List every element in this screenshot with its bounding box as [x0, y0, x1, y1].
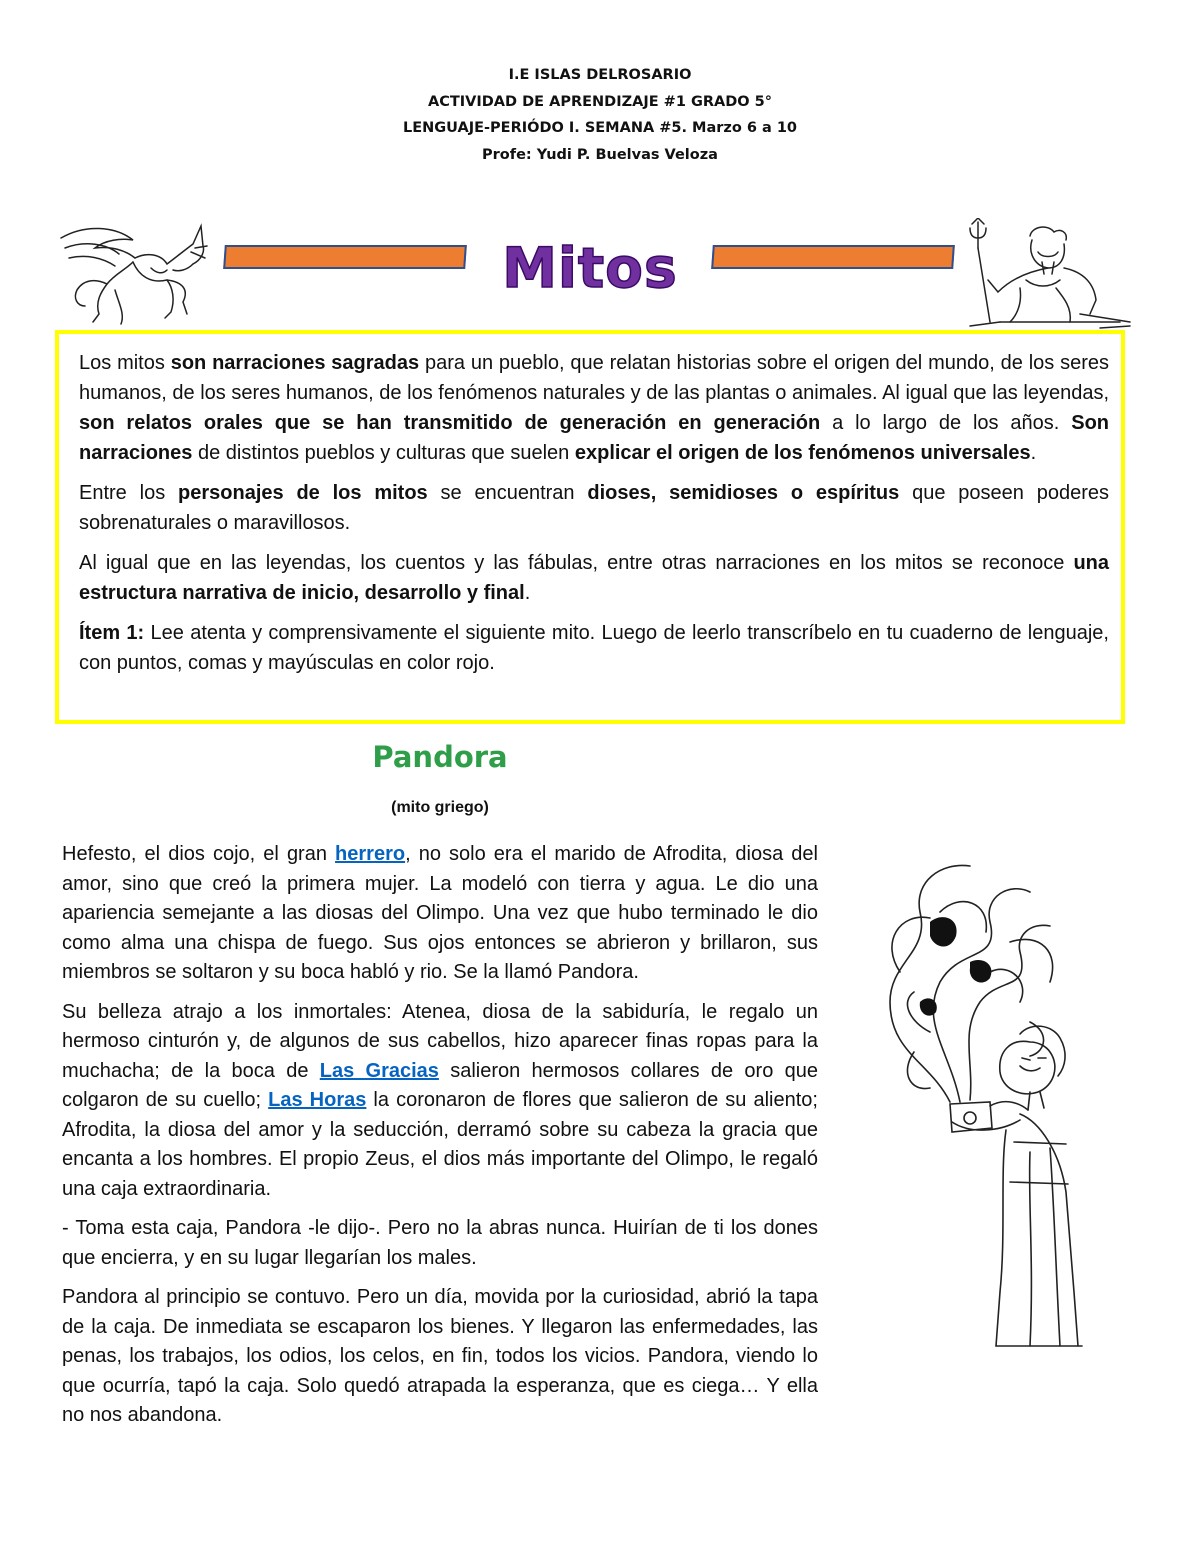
- las-horas-link[interactable]: Las Horas: [268, 1089, 367, 1111]
- text: Al igual que en las leyendas, los cuentos y las fábulas, entre otras narraciones en los mitos se reconoce: [79, 552, 1074, 574]
- item-1-instruction: [79, 618, 1109, 678]
- bold-text: dioses, semidioses o espíritus: [587, 482, 900, 504]
- intro-paragraph-1: [79, 348, 1109, 468]
- text: .: [1030, 442, 1037, 464]
- text: Los mitos: [79, 352, 171, 374]
- text: .: [524, 582, 531, 604]
- text: Su belleza atrajo a los inmortales: Atenea, diosa de la sabiduría, le regalo un hermoso cinturón y, de algunos de sus cabellos, hizo aparecer finas ropas para la muchacha; de la boca de: [62, 1000, 818, 1082]
- pandora-illustration: [870, 852, 1110, 1352]
- bold-text: explicar el origen de los fenómenos universales: [574, 442, 1031, 464]
- school-name: I.E ISLAS DELROSARIO: [508, 67, 692, 83]
- story-subtitle: (mito griego): [391, 799, 489, 816]
- story-paragraph-2: [62, 998, 818, 1205]
- story-title: Pandora: [372, 740, 508, 774]
- intro-box: [55, 330, 1125, 724]
- text: , no solo era el marido de Afrodita, diosa del amor, sino que creó la primera mujer. La modeló con tierra y agua. Le dio una apariencia semejante a las diosas del Olimpo. Una vez que hubo terminado le dio como alma una chispa de fuego. Sus ojos entonces se abrieron y brillaron, sus miembros se soltaron y su boca habló y rio. Se la llamó Pandora.: [62, 843, 819, 983]
- bold-text: personajes de los mitos: [178, 482, 428, 504]
- text: a lo largo de los años.: [820, 412, 1072, 434]
- activity-title: ACTIVIDAD DE APRENDIZAJE #1 GRADO 5°: [428, 93, 772, 110]
- bold-text: son narraciones sagradas: [170, 352, 420, 374]
- text: se encuentran: [427, 482, 588, 504]
- item-label: Ítem 1:: [79, 622, 145, 644]
- subject-period: LENGUAJE-PERIÓDO I. SEMANA #5. Marzo 6 a 10: [403, 120, 797, 136]
- teacher-name: Profe: Yudi P. Buelvas Veloza: [482, 146, 718, 163]
- story-paragraph-3: - Toma esta caja, Pandora -le dijo-. Pero no la abras nunca. Huirían de ti los dones que encierra, y en su lugar llegarían los males.: [62, 1217, 818, 1269]
- text: para un pueblo, que relatan historias sobre el origen del mundo, de los seres humanos, de los seres humanos, de los fenómenos naturales y de las plantas o animales. Al igual que las leyendas,: [79, 352, 1109, 404]
- text: Entre los: [79, 482, 179, 504]
- intro-paragraph-3: [79, 548, 1109, 608]
- page-title: Mitos: [502, 236, 678, 300]
- herrero-link[interactable]: herrero: [335, 843, 406, 865]
- text: Lee atenta y comprensivamente el siguiente mito. Luego de leerlo transcríbelo en tu cuaderno de lenguaje, con puntos, comas y mayúsculas en color rojo.: [79, 622, 1109, 674]
- las-gracias-link[interactable]: Las Gracias: [319, 1059, 439, 1082]
- bold-text: una estructura narrativa de inicio, desarrollo y final: [79, 552, 1109, 604]
- text: Hefesto, el dios cojo, el gran: [62, 843, 336, 865]
- text: que poseen poderes sobrenaturales o maravillosos.: [79, 482, 1110, 534]
- story-paragraph-4: Pandora al principio se contuvo. Pero un día, movida por la curiosidad, abrió la tapa de la caja. De inmediata se escaparon los bienes. Y llegaron las enfermedades, las penas, los trabajos, los odios, los celos, en fin, todos los vicios. Pandora, viendo lo que ocurría, tapó la caja. Solo quedó atrapada la esperanza, que es ciega… Y ella no nos abandona.: [62, 1286, 818, 1426]
- bold-text: son relatos orales que se han transmitido de generación en generación: [79, 412, 821, 434]
- text: de distintos pueblos y culturas que suelen: [192, 442, 575, 464]
- story-body: [62, 840, 818, 1441]
- pegasus-illustration: [55, 218, 215, 330]
- text: la coronaron de flores que salieron de su aliento; Afrodita, la diosa del amor y la seducción, derramó sobre su cabeza la gracia que encanta a los hombres. El propio Zeus, el dios más importante del Olimpo, le regaló una caja extraordinaria.: [62, 1089, 818, 1200]
- text: salieron hermosos collares de oro que colgaron de su cuello;: [62, 1059, 818, 1111]
- story-paragraph-1: [62, 840, 818, 988]
- intro-paragraph-2: [79, 478, 1109, 538]
- bold-text: Son narraciones: [79, 412, 1110, 464]
- zeus-illustration: [960, 218, 1135, 330]
- document-header: [0, 62, 1200, 168]
